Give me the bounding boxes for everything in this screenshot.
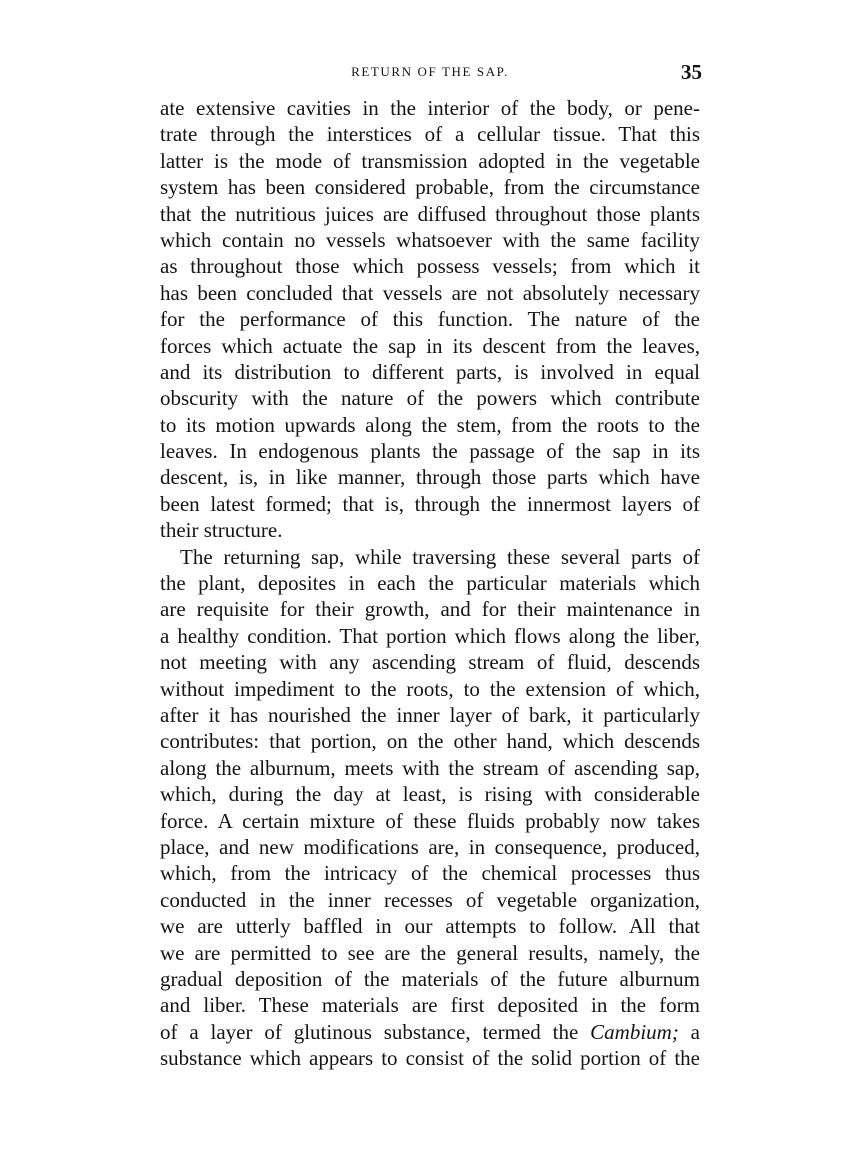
page-number: 35 bbox=[681, 60, 702, 84]
italic-term: Cambium; bbox=[590, 1019, 679, 1044]
text-line: as throughout those which possess vessels; from which it bbox=[160, 254, 700, 279]
text-line: conducted in the inner recesses of vegetable organization, bbox=[160, 887, 700, 912]
text-line: for the performance of this function. The nature of the bbox=[160, 307, 700, 332]
text-line: ate extensive cavities in the interior of the body, or pene- bbox=[160, 96, 700, 120]
text-line: of a layer of glutinous substance, termed the Cambium; a bbox=[160, 1019, 700, 1044]
paragraph-2 bbox=[160, 544, 700, 1072]
text-line: obscurity with the nature of the powers which contribute bbox=[160, 386, 700, 411]
text-line: are requisite for their growth, and for their maintenance in bbox=[160, 597, 700, 622]
text-line: that the nutritious juices are diffused throughout those plants bbox=[160, 201, 700, 226]
text-line: not meeting with any ascending stream of fluid, descends bbox=[160, 650, 700, 675]
text-line: their structure. bbox=[160, 518, 283, 543]
text-line: place, and new modifications are, in consequence, produced, bbox=[160, 834, 700, 859]
text-line: we are utterly baffled in our attempts to follow. All that bbox=[160, 914, 700, 939]
text-line: trate through the interstices of a cellular tissue. That this bbox=[160, 122, 700, 147]
text-line: The returning sap, while traversing these several parts of bbox=[180, 544, 700, 569]
text-line: descent, is, in like manner, through those parts which have bbox=[160, 465, 700, 490]
text-line: has been concluded that vessels are not absolutely necessary bbox=[160, 280, 700, 305]
text-line: gradual deposition of the materials of the future alburnum bbox=[160, 966, 700, 991]
text-line: latter is the mode of transmission adopted in the vegetable bbox=[160, 148, 700, 173]
running-head bbox=[160, 62, 700, 84]
body-text bbox=[160, 95, 700, 1071]
text-line: without impediment to the roots, to the extension of which, bbox=[160, 676, 700, 701]
text-line: to its motion upwards along the stem, from the roots to the bbox=[160, 412, 700, 437]
text-line: been latest formed; that is, through the innermost layers of bbox=[160, 491, 700, 516]
paragraph-1 bbox=[160, 95, 700, 544]
text-line: substance which appears to consist of the solid portion of the bbox=[160, 1046, 700, 1071]
text-line: and liber. These materials are first deposited in the form bbox=[160, 993, 700, 1018]
text-line: contributes: that portion, on the other hand, which descends bbox=[160, 729, 700, 754]
text-line: after it has nourished the inner layer of bark, it particularly bbox=[160, 702, 700, 727]
text-line: along the alburnum, meets with the stream of ascending sap, bbox=[160, 755, 700, 780]
text-line: leaves. In endogenous plants the passage of the sap in its bbox=[160, 439, 700, 464]
text-line: a healthy condition. That portion which flows along the liber, bbox=[160, 623, 700, 648]
text-line: which, from the intricacy of the chemical processes thus bbox=[160, 861, 700, 886]
text-line: force. A certain mixture of these fluids probably now takes bbox=[160, 808, 700, 833]
text-line: and its distribution to different parts, is involved in equal bbox=[160, 359, 700, 384]
text-line: forces which actuate the sap in its descent from the leaves, bbox=[160, 333, 700, 358]
text-line: which, during the day at least, is rising with considerable bbox=[160, 782, 700, 807]
text-line: which contain no vessels whatsoever with the same facility bbox=[160, 227, 700, 252]
running-title: RETURN OF THE SAP. bbox=[351, 64, 509, 79]
text-line: the plant, deposites in each the particular materials which bbox=[160, 571, 700, 596]
text-line: system has been considered probable, from the circumstance bbox=[160, 175, 700, 200]
text-line: we are permitted to see are the general results, namely, the bbox=[160, 940, 700, 965]
